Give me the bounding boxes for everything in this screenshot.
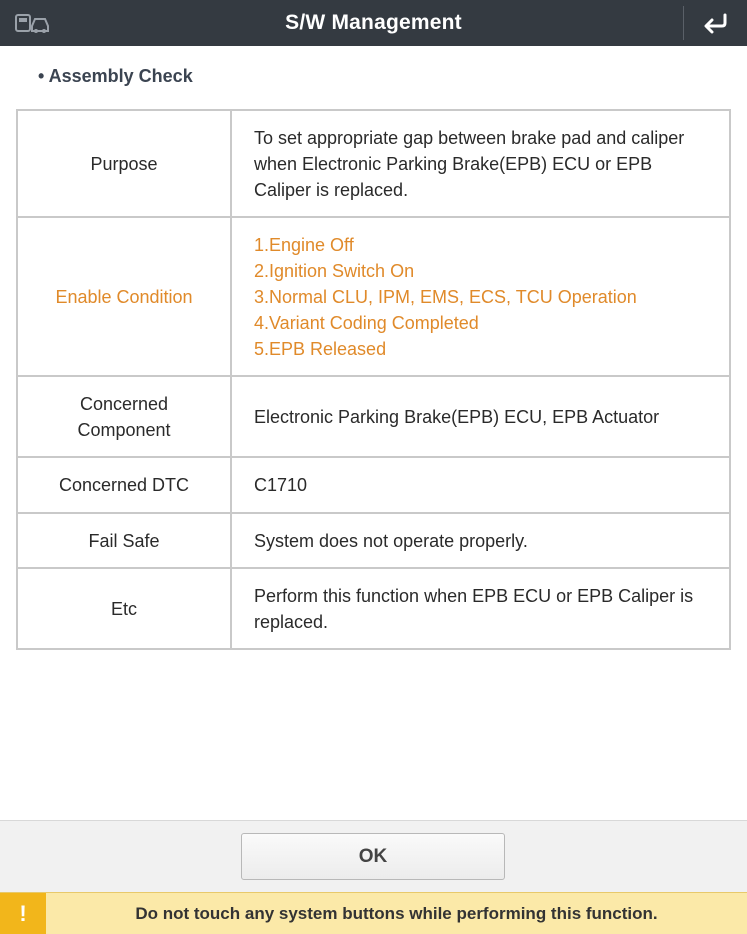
exclamation-icon: ! <box>0 893 46 934</box>
row-label-text: Concerned Component <box>77 393 171 440</box>
condition-item: 4.Variant Coding Completed <box>254 312 479 333</box>
table-row <box>17 217 730 376</box>
warning-message: Do not touch any system buttons while performing this function. <box>135 904 658 923</box>
row-label: Fail Safe <box>17 513 231 568</box>
info-table <box>16 109 731 650</box>
row-label <box>17 376 231 457</box>
table-row <box>17 568 730 649</box>
ok-button[interactable]: OK <box>241 833 505 880</box>
vehicle-diagnosis-icon[interactable] <box>12 10 52 36</box>
row-value: Electronic Parking Brake(EPB) ECU, EPB Actuator <box>231 376 730 457</box>
section-title: • Assembly Check <box>38 66 193 86</box>
row-label: Concerned DTC <box>17 457 231 513</box>
title-bar <box>0 0 747 46</box>
row-label: Enable Condition <box>17 217 231 376</box>
row-label: Purpose <box>17 110 231 217</box>
row-value: C1710 <box>231 457 730 513</box>
table-row <box>17 457 730 513</box>
back-button[interactable] <box>690 6 740 40</box>
condition-item: 5.EPB Released <box>254 338 387 359</box>
condition-item: 2.Ignition Switch On <box>254 260 415 281</box>
condition-item: 1.Engine Off <box>254 234 354 255</box>
page-title: S/W Management <box>285 11 462 34</box>
row-value: System does not operate properly. <box>231 513 730 568</box>
table-row <box>17 513 730 568</box>
row-value: Perform this function when EPB ECU or EPB Caliper is replaced. <box>231 568 730 649</box>
row-value: To set appropriate gap between brake pad and caliper when Electronic Parking Brake(EPB) ECU or EPB Caliper is replaced. <box>231 110 730 217</box>
return-arrow-icon <box>701 12 729 34</box>
button-bar <box>0 820 747 892</box>
table-row <box>17 110 730 217</box>
table-row <box>17 376 730 457</box>
warning-bar <box>0 892 747 934</box>
header-divider <box>683 6 684 40</box>
row-label: Etc <box>17 568 231 649</box>
condition-list <box>231 217 730 376</box>
condition-item: 3.Normal CLU, IPM, EMS, ECS, TCU Operation <box>254 286 637 307</box>
